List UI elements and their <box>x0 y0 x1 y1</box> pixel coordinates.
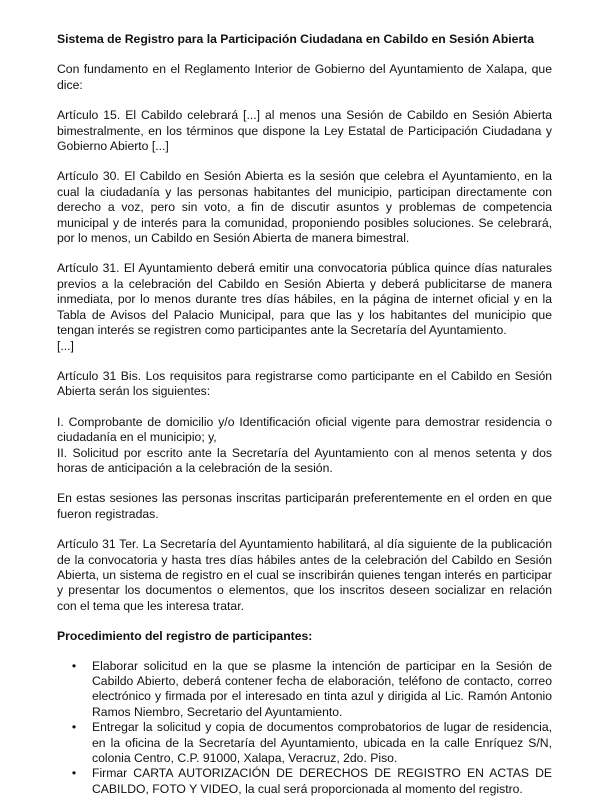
procedure-item-text: Entregar la solicitud y copia de documentos comprobatorios de lugar de residencia, en la oficina de la Secretaría del Ayuntamiento, ubicada en la calle Enríquez S/N, colonia Centro, C.P. 91000, Xalapa, Veracruz, 2do. Piso. <box>92 720 552 766</box>
procedure-list <box>57 659 552 797</box>
list-item <box>71 720 552 766</box>
article-30-paragraph: Artículo 30. El Cabildo en Sesión Abierta es la sesión que celebra el Ayuntamiento, en la cual la ciudadanía y las personas habitantes del municipio, participan directamente con derecho a voz, pero sin voto, a fin de discutir asuntos y problemas de competencia municipal y de interés para la comunidad, proponiendo posibles soluciones. Se celebrará, por lo menos, un Cabildo en Sesión Abierta de manera bimestral. <box>57 169 552 246</box>
list-item <box>71 766 552 797</box>
sessions-paragraph: En estas sesiones las personas inscritas participarán preferentemente en el orden en que fueron registradas. <box>57 491 552 521</box>
article-31-bis-paragraph: Artículo 31 Bis. Los requisitos para registrarse como participante en el Cabildo en Sesión Abierta serán los siguientes: <box>57 368 552 399</box>
document-title: Sistema de Registro para la Participación Ciudadana en Cabildo en Sesión Abierta <box>57 32 535 46</box>
article-31-block <box>57 261 552 353</box>
article-15-paragraph: Artículo 15. El Cabildo celebrará [...] al menos una Sesión de Cabildo en Sesión Abierta bimestralmente, en los términos que dispone la Ley Estatal de Participación Ciudadana y Gobierno Abierto [...] <box>57 108 552 154</box>
requirements-block <box>57 415 552 477</box>
bullet-icon: • <box>71 658 77 673</box>
list-item <box>71 658 552 721</box>
requirement-item: I. Comprobante de domicilio y/o Identificación oficial vigente para demostrar residencia o ciudadanía en el municipio; y, <box>57 414 552 445</box>
bullet-icon: • <box>71 720 77 735</box>
procedure-item-text: Firmar CARTA AUTORIZACIÓN DE DERECHOS DE REGISTRO EN ACTAS DE CABILDO, FOTO Y VIDEO, la cual será proporcionada al momento del registro. <box>92 766 552 796</box>
document-page <box>57 32 552 797</box>
requirement-item: II. Solicitud por escrito ante la Secretaría del Ayuntamiento con al menos setenta y dos horas de anticipación a la celebración de la sesión. <box>57 445 552 475</box>
procedure-item-text: Elaborar solicitud en la que se plasme la intención de participar en la Sesión de Cabildo Abierto, deberá contener fecha de elaboración, teléfono de contacto, correo electrónico y firmada por el interesado en tinta azul y dirigida al Lic. Ramón Antonio Ramos Niembro, Secretario del Ayuntamiento. <box>92 658 552 719</box>
intro-paragraph: Con fundamento en el Reglamento Interior de Gobierno del Ayuntamiento de Xalapa, que dice: <box>57 62 552 92</box>
article-31-ter-paragraph: Artículo 31 Ter. La Secretaría del Ayuntamiento habilitará, al día siguiente de la publicación de la convocatoria y hasta tres días hábiles antes de la celebración del Cabildo en Sesión Abierta, un sistema de registro en el cual se inscribirán quienes tengan interés en participar y presentar los documentos o elementos, que los inscritos deseen socializar en relación con el tema que les interesa tratar. <box>57 537 552 613</box>
procedure-heading: Procedimiento del registro de participantes: <box>57 629 313 644</box>
article-31-ellipsis: [...] <box>57 338 74 353</box>
article-31-paragraph: Artículo 31. El Ayuntamiento deberá emitir una convocatoria pública quince días naturales previos a la celebración del Cabildo en Sesión Abierta y deberá publicitarse de manera inmediata, por lo menos durante tres días hábiles, en la página de internet oficial y en la Tabla de Avisos del Palacio Municipal, para que las y los habitantes del municipio que tengan interés se registren como participantes ante la Secretaría del Ayuntamiento. <box>57 261 552 338</box>
bullet-icon: • <box>71 766 77 781</box>
